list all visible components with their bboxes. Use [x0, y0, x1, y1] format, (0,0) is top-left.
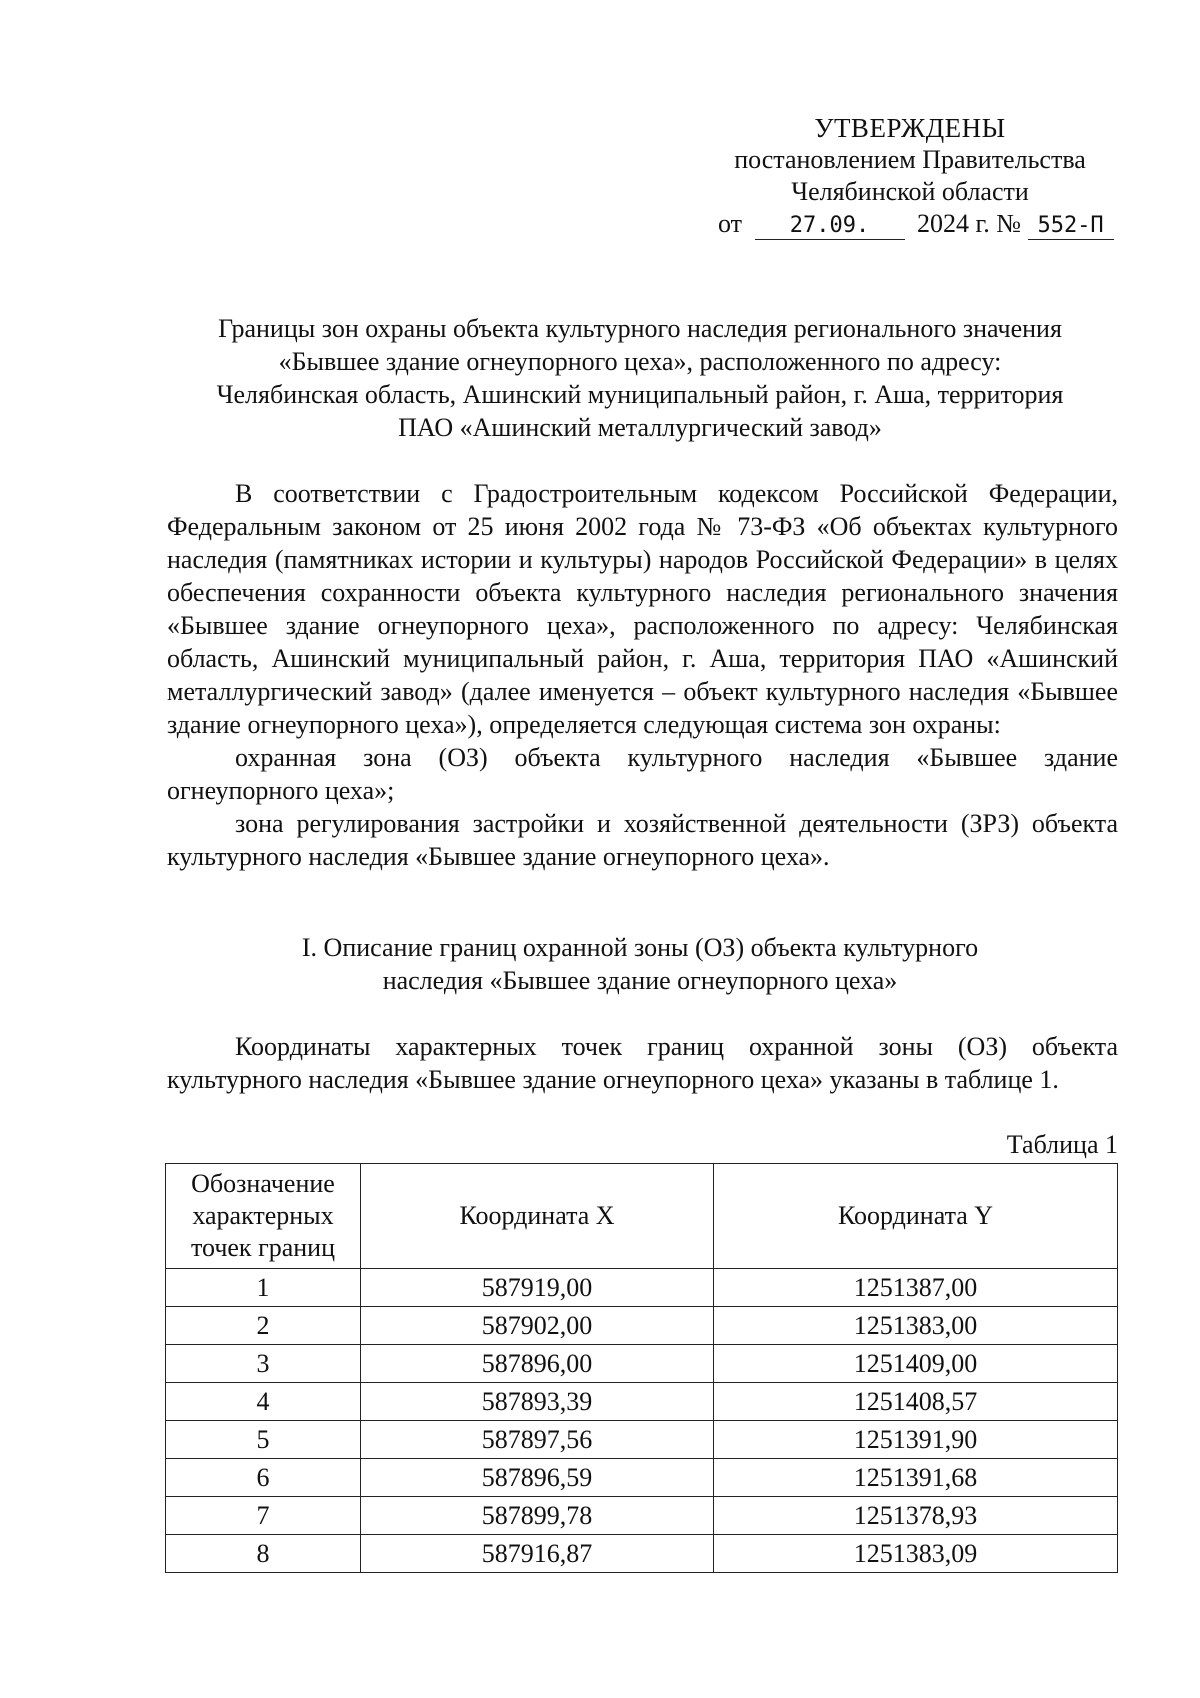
table-row	[166, 1307, 1118, 1345]
date-value: 27.09.	[755, 213, 905, 240]
y-cell: 1251383,09	[714, 1535, 1118, 1573]
document-title	[160, 312, 1120, 444]
year-text: 2024 г. №	[917, 209, 1022, 238]
section-line-2: наследия «Бывшее здание огнеупорного цеха»	[382, 966, 898, 995]
table-row	[166, 1383, 1118, 1421]
x-cell: 587916,87	[361, 1535, 714, 1573]
y-cell: 1251409,00	[714, 1345, 1118, 1383]
point-cell: 2	[166, 1307, 361, 1345]
title-line-4: ПАО «Ашинский металлургический завод»	[398, 413, 882, 442]
y-cell: 1251387,00	[714, 1269, 1118, 1307]
title-line-3: Челябинская область, Ашинский муниципальный район, г. Аша, территория	[216, 380, 1064, 409]
section-heading	[160, 931, 1120, 997]
approval-stamp	[700, 112, 1120, 240]
point-cell: 7	[166, 1497, 361, 1535]
body-paragraph-1: В соответствии с Градостроительным кодексом Российской Федерации, Федеральным законом от 25 июня 2002 года № 73-ФЗ «Об объектах культурного наследия (памятниках истории и культуры) народов Российской Федерации» в целях обеспечения сохранности объекта культурного наследия регионального значения «Бывшее здание огнеупорного цеха», расположенного по адресу: Челябинская область, Ашинский муниципальный район, г. Аша, территория ПАО «Ашинский металлургический завод» (далее именуется – объект культурного наследия «Бывшее здание огнеупорного цеха»), определяется следующая система зон охраны:	[167, 479, 1118, 739]
y-cell: 1251391,68	[714, 1459, 1118, 1497]
header-x: Координата X	[361, 1164, 714, 1269]
point-cell: 5	[166, 1421, 361, 1459]
point-cell: 4	[166, 1383, 361, 1421]
x-cell: 587896,00	[361, 1345, 714, 1383]
table-row	[166, 1421, 1118, 1459]
table-row	[166, 1535, 1118, 1573]
point-cell: 8	[166, 1535, 361, 1573]
y-cell: 1251408,57	[714, 1383, 1118, 1421]
coordinates-paragraph: Координаты характерных точек границ охранной зоны (ОЗ) объекта культурного наследия «Бывшее здание огнеупорного цеха» указаны в таблице 1.	[167, 1032, 1118, 1094]
approved-heading: УТВЕРЖДЕНЫ	[814, 113, 1006, 143]
table-row	[166, 1269, 1118, 1307]
x-cell: 587896,59	[361, 1459, 714, 1497]
coordinates-table	[165, 1163, 1118, 1573]
y-cell: 1251378,93	[714, 1497, 1118, 1535]
x-cell: 587893,39	[361, 1383, 714, 1421]
approval-date-line	[700, 208, 1120, 240]
header-point: Обозначение характерных точек границ	[166, 1164, 361, 1269]
coordinates-intro	[167, 1030, 1118, 1096]
header-y: Координата Y	[714, 1164, 1118, 1269]
point-cell: 1	[166, 1269, 361, 1307]
document-number: 552-П	[1028, 213, 1114, 240]
section-line-1: I. Описание границ охранной зоны (ОЗ) объекта культурного	[301, 933, 979, 962]
body-paragraph-2: охранная зона (ОЗ) объекта культурного наследия «Бывшее здание огнеупорного цеха»;	[167, 743, 1118, 805]
point-cell: 3	[166, 1345, 361, 1383]
y-cell: 1251383,00	[714, 1307, 1118, 1345]
x-cell: 587897,56	[361, 1421, 714, 1459]
document-body	[167, 477, 1118, 873]
approval-line-2: Челябинской области	[791, 177, 1029, 206]
approval-line-1: постановлением Правительства	[734, 145, 1086, 174]
x-cell: 587919,00	[361, 1269, 714, 1307]
table-caption: Таблица 1	[1006, 1130, 1118, 1159]
point-cell: 6	[166, 1459, 361, 1497]
title-line-1: Границы зон охраны объекта культурного наследия регионального значения	[218, 314, 1062, 343]
x-cell: 587902,00	[361, 1307, 714, 1345]
body-paragraph-3: зона регулирования застройки и хозяйственной деятельности (ЗРЗ) объекта культурного наследия «Бывшее здание огнеупорного цеха».	[167, 809, 1118, 871]
table-row	[166, 1459, 1118, 1497]
table-row	[166, 1497, 1118, 1535]
date-prefix: от	[718, 209, 743, 238]
table-row	[166, 1345, 1118, 1383]
y-cell: 1251391,90	[714, 1421, 1118, 1459]
title-line-2: «Бывшее здание огнеупорного цеха», расположенного по адресу:	[278, 347, 1002, 376]
x-cell: 587899,78	[361, 1497, 714, 1535]
table-header-row	[166, 1164, 1118, 1269]
